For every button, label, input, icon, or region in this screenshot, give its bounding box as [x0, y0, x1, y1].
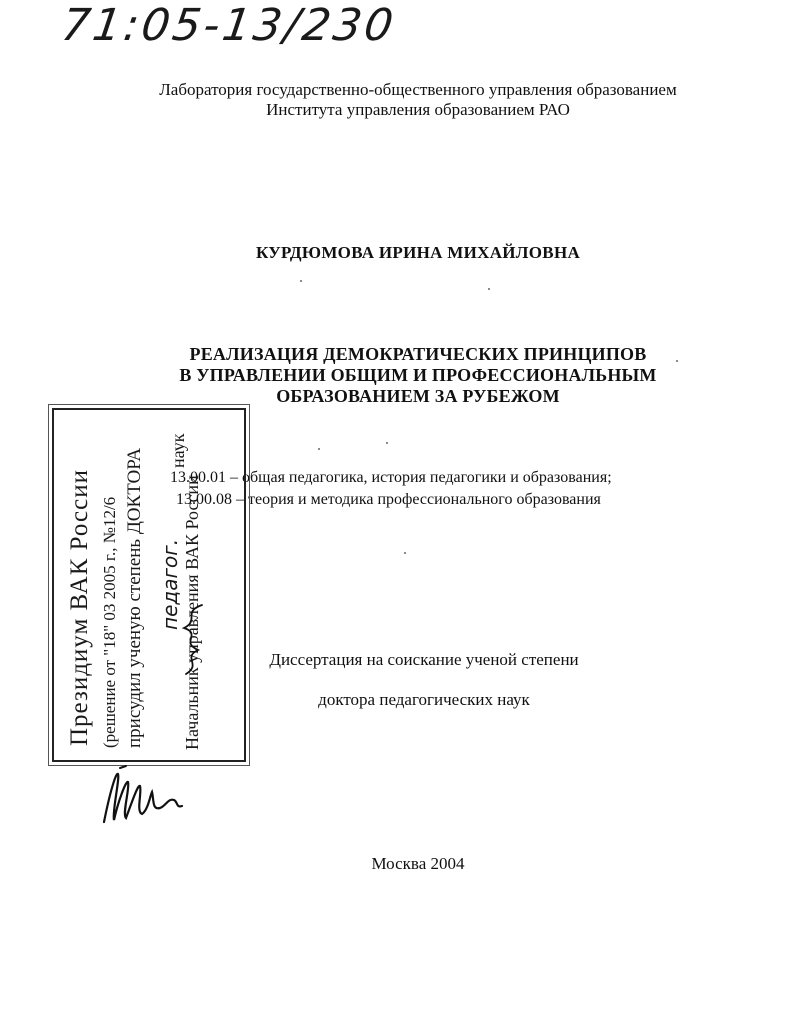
signature-icon: [96, 762, 196, 832]
stamp-line-6: Начальник управления ВАК России: [182, 475, 202, 750]
header-line-2: Института управления образованием РАО: [266, 100, 570, 119]
scan-speck: [488, 288, 490, 290]
scan-speck: [318, 448, 320, 450]
vak-stamp: [52, 408, 246, 762]
stamp-line-2: (решение от "18" 03 2005 г., №12/6: [100, 496, 119, 748]
title-line-1: РЕАЛИЗАЦИЯ ДЕМОКРАТИЧЕСКИХ ПРИНЦИПОВ: [189, 344, 647, 364]
degree-line-1: Диссертация на соискание ученой степени: [269, 650, 579, 669]
degree-line-2: доктора педагогических наук: [318, 690, 530, 709]
stamp-line-4-handwritten: педагог.: [158, 538, 182, 630]
stamp-line-5: наук: [168, 433, 188, 468]
scan-speck: [386, 442, 388, 444]
specialty-line-1: 13.00.01 – общая педагогика, история педагогики и образования;: [170, 469, 612, 486]
city-year: Москва 2004: [371, 854, 465, 873]
stamp-line-3: присудил ученую степень ДОКТОРА: [124, 447, 145, 748]
author-name: КУРДЮМОВА ИРИНА МИХАЙЛОВНА: [255, 243, 581, 262]
scan-speck: [676, 360, 678, 362]
scan-speck: [300, 280, 302, 282]
archive-code-handwritten: 71:05-13/230: [58, 0, 400, 51]
specialty-line-2: 13.00.08 – теория и методика профессионального образования: [176, 491, 601, 508]
title-line-3: ОБРАЗОВАНИЕМ ЗА РУБЕЖОМ: [276, 386, 560, 406]
title-line-2: В УПРАВЛЕНИИ ОБЩИМ И ПРОФЕССИОНАЛЬНЫМ: [179, 365, 657, 385]
dissertation-title: [20, 344, 796, 407]
stamp-line-1: Президиум ВАК России: [66, 469, 93, 746]
header-line-1: Лаборатория государственно-общественного управления образованием: [159, 80, 677, 99]
stamp-signature-icon: [172, 600, 212, 680]
scan-speck: [404, 552, 406, 554]
